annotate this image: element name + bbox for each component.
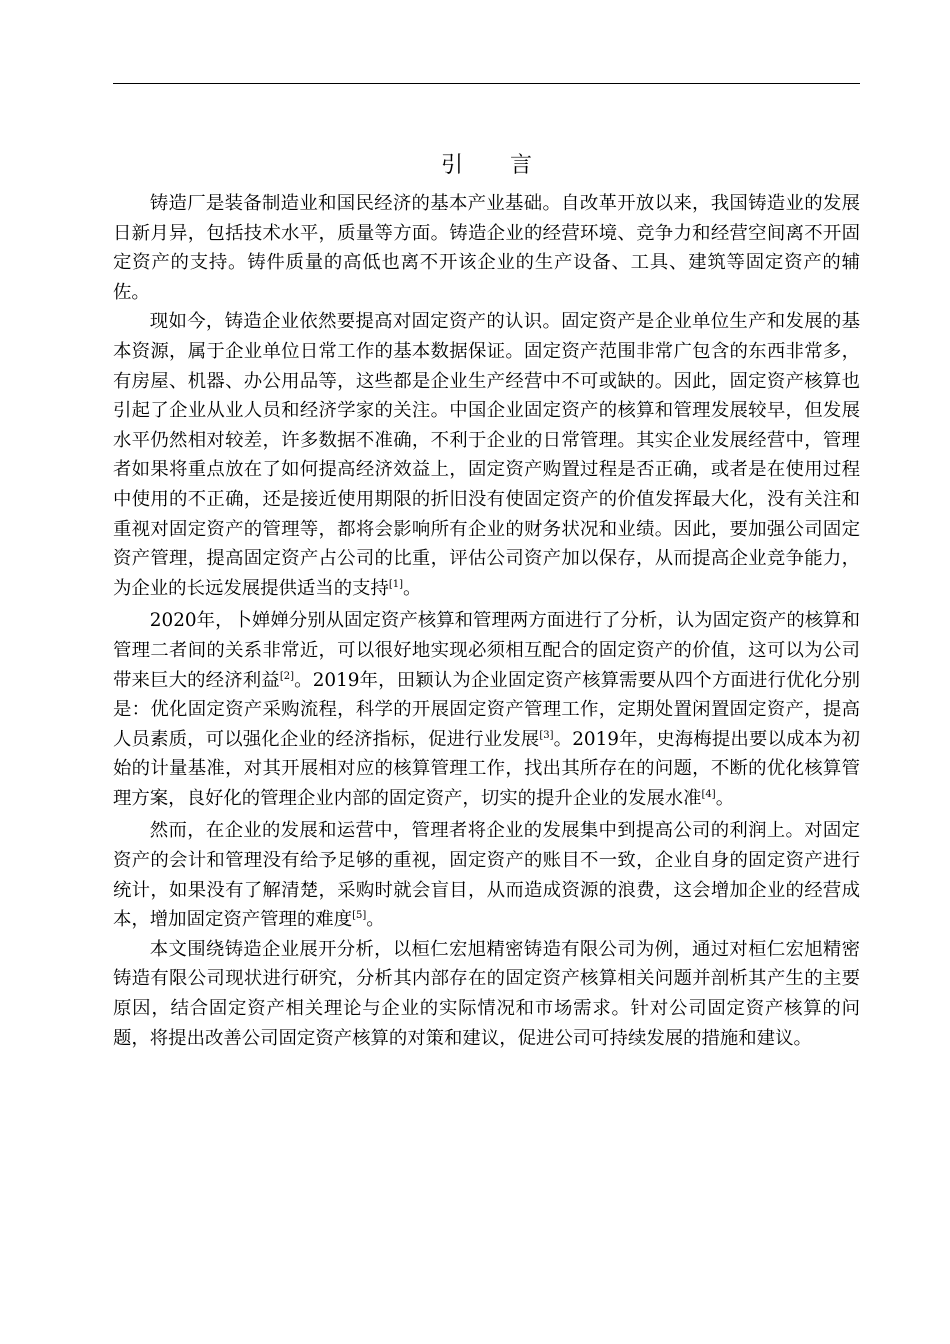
paragraph-4	[113, 816, 860, 934]
citation-marker: [1]	[388, 578, 404, 590]
citation-marker: [4]	[701, 788, 716, 800]
paragraph-5	[113, 935, 860, 1053]
paragraph-text: 然而，在企业的发展和运营中，管理者将企业的发展集中到提高公司的利润上。对固定资产的会计和管理没有给予足够的重视，固定资产的账目不一致，企业自身的固定资产进行统计，如果没有了解清楚，采购时就会盲目，从而造成资源的浪费，这会增加企业的经营成本，增加固定资产管理的难度	[113, 820, 860, 931]
paragraph-text: 。	[715, 787, 735, 809]
paragraph-text: 。	[403, 577, 422, 599]
paragraph-1	[113, 189, 860, 307]
paragraph-text: 铸造厂是装备制造业和国民经济的基本产业基础。自改革开放以来，我国铸造业的发展日新月异，包括技术水平，质量等方面。铸造企业的经营环境、竞争力和经营空间离不开固定资产的支持。铸件质量的高低也离不开该企业的生产设备、工具、建筑等固定资产的辅佐。	[113, 193, 860, 303]
header-rule	[113, 83, 860, 84]
paragraph-text: 本文围绕铸造企业展开分析，以桓仁宏旭精密铸造有限公司为例，通过对桓仁宏旭精密铸造有限公司现状进行研究，分析其内部存在的固定资产核算相关问题并剖析其产生的主要原因，结合固定资产相关理论与企业的实际情况和市场需求。针对公司固定资产核算的问题，将提出改善公司固定资产核算的对策和建议，促进公司可持续发展的措施和建议。	[113, 938, 860, 1049]
paragraph-text: 现如今，铸造企业依然要提高对固定资产的认识。固定资产是企业单位生产和发展的基本资源，属于企业单位日常工作的基本数据保证。固定资产范围非常广包含的东西非常多，有房屋、机器、办公用品等，这些都是企业生产经营中不可或缺的。因此，固定资产核算也引起了企业从业人员和经济学家的关注。中国企业固定资产的核算和管理发展较早，但发展水平仍然相对较差，许多数据不准确，不利于企业的日常管理。其实企业发展经营中，管理者如果将重点放在了如何提高经济效益上，固定资产购置过程是否正确，或者是在使用过程中使用的不正确，还是接近使用期限的折旧没有使固定资产的价值发挥最大化，没有关注和重视对固定资产的管理等，都将会影响所有企业的财务状况和业绩。因此，要加强公司固定资产管理，提高固定资产占公司的比重，评估公司资产加以保存，从而提高企业竞争能力，为企业的长远发展提供适当的支持	[113, 311, 860, 599]
paragraph-text: 。2019年，史海梅提出要以成本为初始的计量基准，对其开展相对应的核算管理工作，找出其所存在的问题，不断的优化核算管理方案，良好化的管理企业内部的固定资产，切实的提升企业的发展水准	[113, 728, 860, 809]
paragraph-2	[113, 307, 860, 603]
paragraph-text: 2020年，卜婵婵分别从固定资产核算和管理两方面进行了分析，认为固定资产的核算和管理二者间的关系非常近，可以很好地实现必须相互配合的固定资产的价值，这可以为公司带来巨大的经济利益	[113, 610, 860, 691]
paragraph-3	[113, 606, 860, 813]
paragraph-text: 。2019年，田颖认为企业固定资产核算需要从四个方面进行优化分别是：优化固定资产采购流程，科学的开展固定资产管理工作，定期处置闲置固定资产，提高人员素质，可以强化企业的经济指标，促进行业发展	[113, 669, 860, 750]
citation-marker: [2]	[279, 670, 295, 682]
citation-marker: [5]	[352, 910, 367, 922]
section-title: 引 言	[441, 153, 552, 178]
body-text	[113, 189, 860, 1053]
citation-marker: [3]	[539, 729, 554, 741]
paragraph-text: 。	[366, 909, 385, 931]
